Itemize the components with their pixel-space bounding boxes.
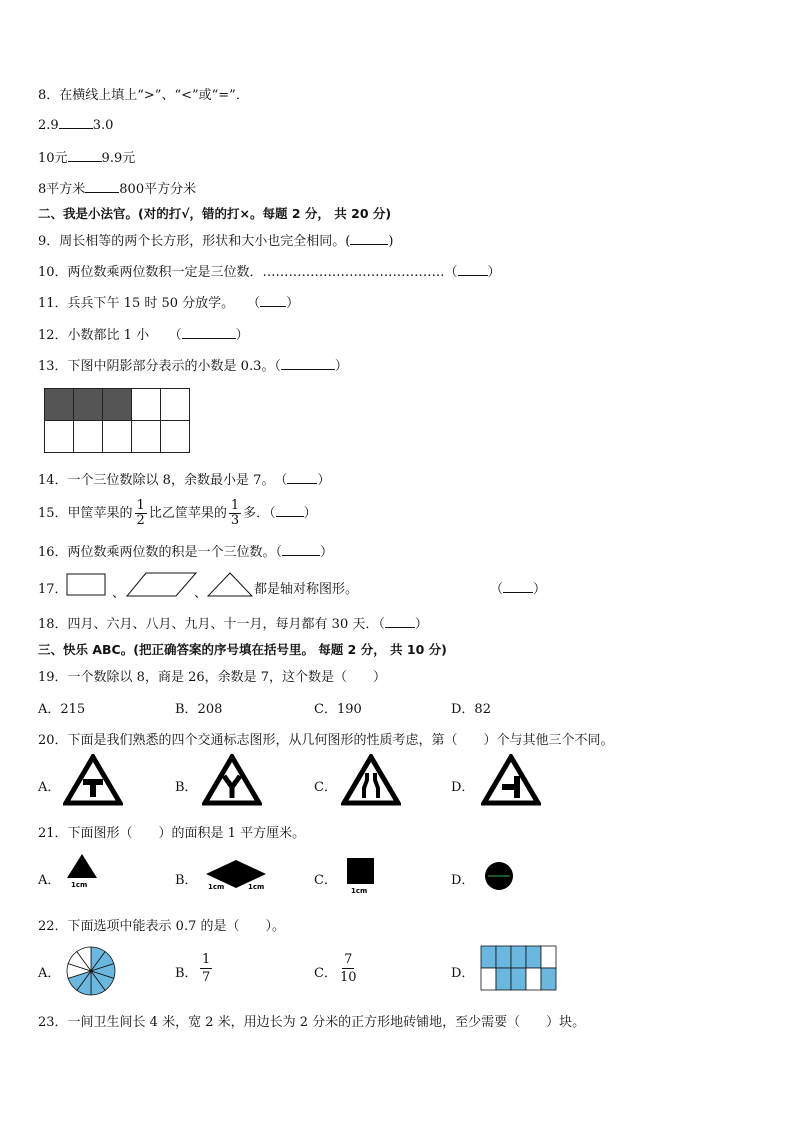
q8-title: 8．在横线上填上“>”、“<”或“=”． bbox=[38, 88, 249, 103]
q20-label-b[interactable]: B． bbox=[175, 780, 198, 795]
traffic-sign-side-road-icon bbox=[481, 754, 541, 806]
grid-cell bbox=[496, 968, 511, 990]
unit-label: 1cm bbox=[71, 881, 88, 889]
q17-number: 17． bbox=[38, 582, 68, 597]
q8-row1-right: 3.0 bbox=[92, 118, 114, 133]
q13-close: ） bbox=[334, 359, 348, 374]
grid-cell bbox=[45, 421, 74, 453]
q21-label-c[interactable]: C． bbox=[314, 873, 337, 888]
q19-option-d[interactable]: D．82 bbox=[451, 702, 491, 717]
q8-blank-3[interactable] bbox=[85, 179, 119, 193]
grid-cell bbox=[541, 968, 556, 990]
q9-text: 9．周长相等的两个长方形，形状和大小也完全相同。( bbox=[38, 234, 351, 249]
q8-row2-left: 10元 bbox=[38, 151, 68, 166]
q10 bbox=[38, 261, 501, 280]
q14-text: 14．一个三位数除以 8，余数最小是 7。 （ bbox=[38, 473, 288, 488]
traffic-sign-road-narrows-icon bbox=[341, 754, 401, 806]
q21-text: 21．下面图形（ ）的面积是 1 平方厘米。 bbox=[38, 826, 306, 841]
q19-option-a[interactable]: A．215 bbox=[38, 702, 86, 717]
q15-close: ） bbox=[303, 506, 317, 521]
parallelogram-shape bbox=[126, 572, 198, 598]
q17-sep-1: 、 bbox=[112, 586, 126, 601]
q19-option-b[interactable]: B．208 bbox=[175, 702, 223, 717]
q13-shaded-grid bbox=[44, 388, 190, 453]
grid-cell bbox=[103, 421, 132, 453]
rectangle-shape bbox=[66, 573, 108, 597]
q10-answer-blank[interactable] bbox=[458, 263, 488, 276]
q15-text-pre: 15．甲筐苹果的 bbox=[38, 506, 133, 521]
q8-row2-right: 9.9元 bbox=[101, 151, 136, 166]
q14-answer-blank[interactable] bbox=[287, 471, 317, 484]
grid-cell bbox=[132, 421, 161, 453]
grid-cell-shaded bbox=[45, 389, 74, 421]
q23-text: 23．一间卫生间长 4 米，宽 2 米，用边长为 2 分米的正方形地砖铺地，至少需要（ ）块。 bbox=[38, 1015, 586, 1030]
q17-answer-blank[interactable] bbox=[503, 580, 533, 593]
section-2-title: 二、我是小法官。(对的打√，错的打×。每题 2 分， 共 20 分) bbox=[38, 206, 392, 221]
q15-answer-blank[interactable] bbox=[276, 504, 304, 517]
q18-answer-blank[interactable] bbox=[385, 615, 415, 628]
q18-close: ） bbox=[414, 617, 428, 632]
q11-close: ） bbox=[286, 296, 300, 311]
q12-text: 12．小数都比 1 小 （ bbox=[38, 328, 182, 343]
q19-option-c[interactable]: C．190 bbox=[314, 702, 362, 717]
grid-cell-shaded bbox=[103, 389, 132, 421]
q17-close: ） bbox=[533, 582, 547, 597]
unit-label: 1cm bbox=[351, 887, 368, 895]
q16-close: ） bbox=[320, 545, 334, 560]
q8-row-3 bbox=[38, 178, 196, 197]
grid-cell bbox=[132, 389, 161, 421]
q11-answer-blank[interactable] bbox=[260, 294, 286, 307]
blue-grid-icon bbox=[480, 945, 558, 993]
q9-close: ) bbox=[388, 234, 394, 249]
grid-cell bbox=[481, 946, 496, 968]
grid-cell bbox=[511, 968, 526, 990]
grid-cell bbox=[511, 946, 526, 968]
grid-cell bbox=[481, 968, 496, 990]
q20-label-c[interactable]: C． bbox=[314, 780, 337, 795]
q8-row1-left: 2.9 bbox=[38, 118, 59, 133]
grid-cell bbox=[526, 968, 541, 990]
q11-text: 11．兵兵下午 15 时 50 分放学。 （ bbox=[38, 296, 261, 311]
q11 bbox=[38, 292, 299, 311]
q16 bbox=[38, 541, 333, 560]
q13 bbox=[38, 355, 348, 374]
traffic-sign-y-junction-icon bbox=[202, 754, 262, 806]
triangle-area-icon bbox=[66, 852, 100, 894]
unit-label: 1cm bbox=[248, 883, 265, 891]
q17-open: （ bbox=[490, 582, 504, 597]
q15-text-post: 多．（ bbox=[243, 506, 276, 521]
q8-row-1 bbox=[38, 115, 113, 133]
q8-blank-1[interactable] bbox=[59, 115, 93, 129]
q10-close: ） bbox=[487, 265, 501, 280]
q18 bbox=[38, 613, 428, 632]
pie-circle-icon bbox=[64, 944, 118, 998]
q13-text: 13．下图中阴影部分表示的小数是 0.3。（ bbox=[38, 359, 281, 374]
q22-label-b[interactable]: B． bbox=[175, 966, 198, 981]
grid-cell bbox=[541, 946, 556, 968]
q13-answer-blank[interactable] bbox=[281, 357, 335, 370]
q14-close: ） bbox=[317, 473, 331, 488]
q10-text: 10．两位数乘两位数积一定是三位数．……………………………………（ bbox=[38, 265, 458, 280]
q8-row3-right: 800平方分米 bbox=[119, 182, 197, 197]
grid-cell bbox=[526, 946, 541, 968]
q15-text-mid: 比乙筐苹果的 bbox=[148, 506, 227, 521]
q9-answer-blank[interactable] bbox=[350, 232, 388, 245]
q22-label-c[interactable]: C． bbox=[314, 966, 337, 981]
q9 bbox=[38, 230, 393, 249]
q8-row-2 bbox=[38, 147, 135, 166]
circle-area-icon bbox=[483, 860, 515, 892]
q15-fraction-half: $\frac{1}{2}$ bbox=[136, 498, 145, 528]
q12-close: ） bbox=[235, 328, 249, 343]
square-area-icon bbox=[345, 856, 379, 896]
grid-cell bbox=[161, 421, 190, 453]
q8-row3-left: 8平方米 bbox=[38, 182, 86, 197]
q14 bbox=[38, 469, 330, 488]
q12 bbox=[38, 324, 249, 343]
q17-answer bbox=[490, 578, 546, 597]
grid-cell bbox=[161, 389, 190, 421]
triangle-shape bbox=[207, 572, 253, 598]
q22-label-d[interactable]: D． bbox=[451, 966, 475, 981]
q19-text: 19．一个数除以 8，商是 26，余数是 7，这个数是（ ） bbox=[38, 670, 387, 685]
q17-text: 都是轴对称图形。 bbox=[254, 582, 359, 597]
q22-text: 22．下面选项中能表示 0.7 的是（ ）。 bbox=[38, 919, 285, 934]
grid-cell-shaded bbox=[74, 389, 103, 421]
q21-label-d[interactable]: D． bbox=[451, 873, 475, 888]
q20-text: 20．下面是我们熟悉的四个交通标志图形，从几何图形的性质考虑，第（ ）个与其他三个不同。 bbox=[38, 733, 614, 748]
unit-label: 1cm bbox=[208, 883, 225, 891]
q22-fraction-c: $\frac{7}{10}$ bbox=[340, 952, 357, 985]
q15-fraction-third: $\frac{1}{3}$ bbox=[230, 498, 240, 528]
q16-answer-blank[interactable] bbox=[282, 543, 320, 556]
q22-label-a[interactable]: A． bbox=[38, 966, 61, 981]
traffic-sign-t-junction-icon bbox=[63, 754, 123, 806]
rhombus-area-icon bbox=[204, 858, 268, 894]
q18-text: 18．四月、六月、八月、九月、十一月，每月都有 30 天．（ bbox=[38, 617, 385, 632]
q16-text: 16．两位数乘两位数的积是一个三位数。（ bbox=[38, 545, 283, 560]
q20-label-a[interactable]: A． bbox=[38, 780, 61, 795]
section-3-title: 三、快乐 ABC。(把正确答案的序号填在括号里。 每题 2 分， 共 10 分) bbox=[38, 642, 447, 657]
q21-label-a[interactable]: A． bbox=[38, 873, 61, 888]
q12-answer-blank[interactable] bbox=[182, 326, 236, 339]
q15 bbox=[38, 496, 317, 532]
q21-label-b[interactable]: B． bbox=[175, 873, 198, 888]
grid-cell bbox=[74, 421, 103, 453]
q20-label-d[interactable]: D． bbox=[451, 780, 475, 795]
grid-cell bbox=[496, 946, 511, 968]
q8-blank-2[interactable] bbox=[68, 148, 102, 162]
q17-sep-2: 、 bbox=[194, 586, 208, 601]
q22-fraction-b: $\frac{1}{7}$ bbox=[202, 952, 211, 985]
